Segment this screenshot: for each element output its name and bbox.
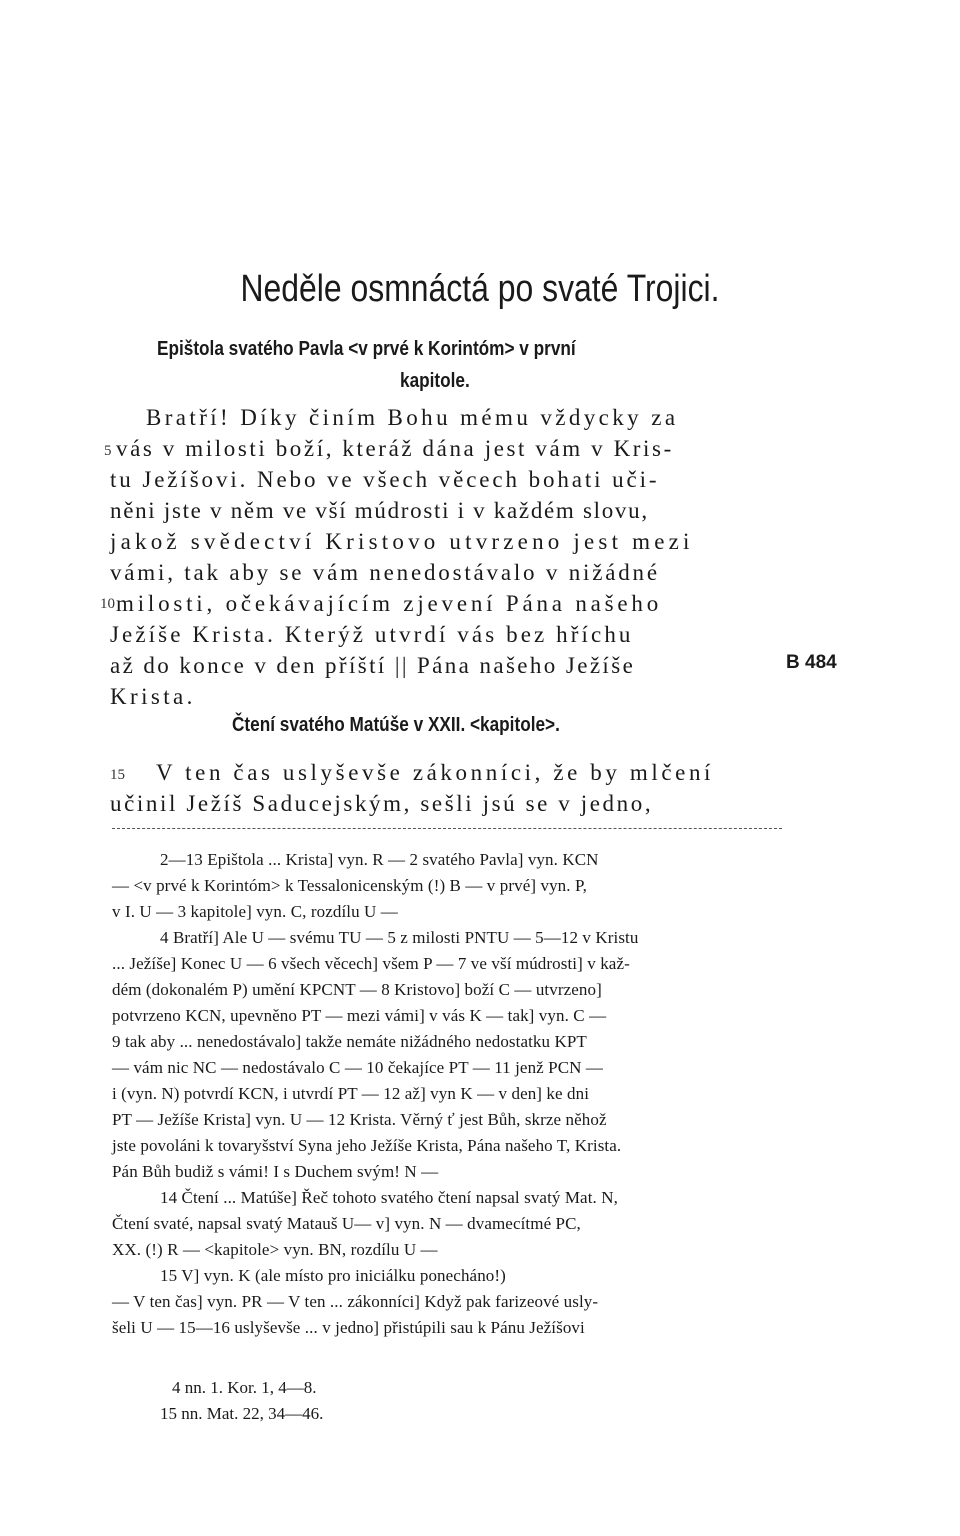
apparatus-line: šeli U — 15—16 uslyševše ... v jedno] přistúpili sau k Pánu Ježíšovi: [112, 1318, 585, 1337]
text-line: vás v milosti boží, kteráž dána jest vám v Kris-: [116, 436, 674, 461]
text-line: učinil Ježíš Saducejským, sešli jsú se v jedno,: [110, 791, 654, 816]
line-number: 5: [104, 443, 112, 459]
text-line: Bratří! Díky činím Bohu mému vždycky za: [146, 405, 679, 430]
epistle-heading-line2: kapitole.: [400, 370, 470, 392]
epistle-heading-line1: Epištola svatého Pavla <v prvé k Korintóm> v první: [157, 338, 576, 360]
separator-line: [112, 828, 782, 829]
apparatus-line: i (vyn. N) potvrdí KCN, i utvrdí PT — 12 až] vyn K — v den] ke dni: [112, 1084, 590, 1103]
line-number: 10: [100, 596, 115, 612]
apparatus-line: 14 Čtení ... Matúše] Řeč tohoto svatého čtení napsal svatý Mat. N,: [160, 1188, 618, 1207]
apparatus-line: XX. (!) R — <kapitole> vyn. BN, rozdílu U —: [112, 1240, 438, 1259]
line-number: 15: [110, 767, 125, 783]
text-line: vámi, tak aby se vám nenedostávalo v nižádné: [110, 560, 660, 585]
apparatus-line: jste povoláni k tovaryšství Syna jeho Ježíše Krista, Pána našeho T, Krista.: [112, 1136, 622, 1155]
scripture-reference: 15 nn. Mat. 22, 34—46.: [160, 1404, 324, 1423]
apparatus-line: potvrzeno KCN, upevněno PT — mezi vámi] v vás K — tak] vyn. C —: [112, 1006, 607, 1025]
apparatus-line: dém (dokonalém P) umění KPCNT — 8 Kristovo] boží C — utvrzeno]: [112, 980, 602, 999]
apparatus-line: 4 Bratří] Ale U — svému TU — 5 z milosti PNTU — 5—12 v Kristu: [160, 928, 639, 947]
apparatus-line: v I. U — 3 kapitole] vyn. C, rozdílu U —: [112, 902, 398, 921]
apparatus-line: — V ten čas] vyn. PR — V ten ... zákonníci] Když pak farizeové usly-: [112, 1292, 599, 1311]
scripture-reference: 4 nn. 1. Kor. 1, 4—8.: [172, 1378, 317, 1397]
page-marker: B 484: [786, 652, 837, 673]
text-line: Krista.: [110, 684, 196, 709]
text-line: něni jste v něm ve vší múdrosti i v každém slovu,: [110, 498, 649, 523]
apparatus-line: 2—13 Epištola ... Krista] vyn. R — 2 svatého Pavla] vyn. KCN: [160, 850, 599, 869]
gospel-heading: Čtení svatého Matúše v XXII. <kapitole>.: [232, 714, 560, 736]
apparatus-line: ... Ježíše] Konec U — 6 všech věcech] všem P — 7 ve vší múdrosti] v kaž-: [112, 954, 630, 973]
text-line: tu Ježíšovi. Nebo ve všech věcech bohati uči-: [110, 467, 660, 492]
apparatus-line: Čtení svaté, napsal svatý Matauš U— v] vyn. N — dvamecítmé PC,: [112, 1214, 581, 1233]
text-line: jakož svědectví Kristovo utvrzeno jest mezi: [110, 529, 694, 554]
apparatus-line: — <v prvé k Korintóm> k Tessalonicenským (!) B — v prvé] vyn. P,: [112, 876, 587, 895]
apparatus-line: — vám nic NC — nedostávalo C — 10 čekajíce PT — 11 jenž PCN —: [112, 1058, 603, 1077]
apparatus-line: 9 tak aby ... nenedostávalo] takže nemáte nižádného nedostatku KPT: [112, 1032, 587, 1051]
apparatus-line: Pán Bůh budiž s vámi! I s Duchem svým! N —: [112, 1162, 439, 1181]
page-title: Neděle osmnáctá po svaté Trojici.: [240, 268, 720, 310]
text-line: milosti, očekávajícím zjevení Pána našeho: [116, 591, 663, 616]
apparatus-line: 15 V] vyn. K (ale místo pro iniciálku ponecháno!): [160, 1266, 506, 1285]
apparatus-line: PT — Ježíše Krista] vyn. U — 12 Krista. Věrný ť jest Bůh, skrze něhož: [112, 1110, 607, 1129]
text-line: Ježíše Krista. Kterýž utvrdí vás bez hříchu: [110, 622, 634, 647]
text-line: V ten čas uslyševše zákonníci, že by mlčení: [156, 760, 715, 785]
text-line: až do konce v den příští || Pána našeho Ježíše: [110, 653, 636, 678]
